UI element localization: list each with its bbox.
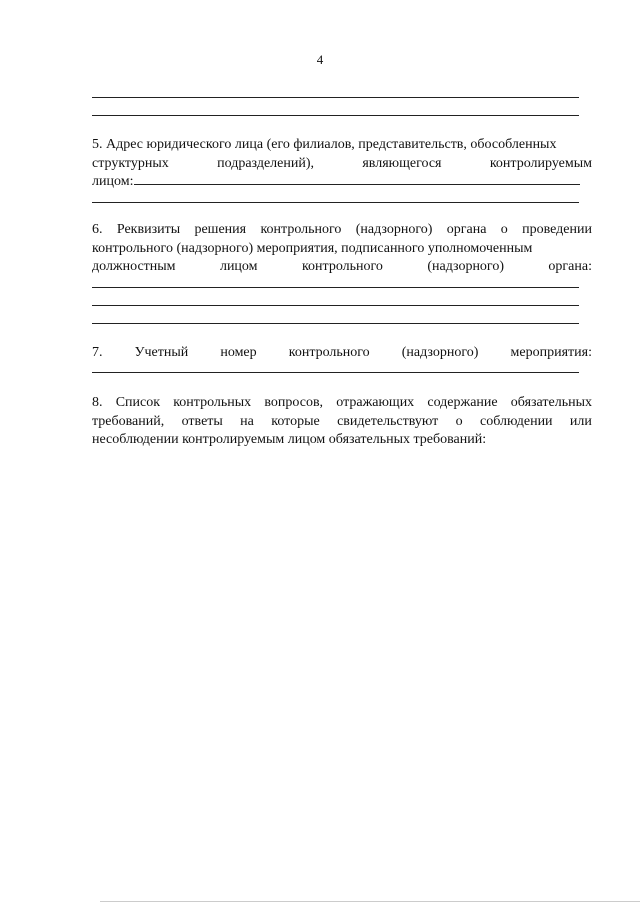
word: требований, <box>92 413 165 429</box>
word: соблюдении <box>480 413 553 429</box>
blank-line <box>92 305 579 306</box>
section-7-line-1 <box>92 344 592 363</box>
word: проведении <box>522 222 592 237</box>
word: органа: <box>548 259 592 274</box>
word: Учетный <box>134 345 189 360</box>
section-6-paragraph <box>92 221 592 277</box>
word: решения <box>194 222 247 237</box>
section-5-line-1: 5. Адрес юридического лица (его филиалов, представительств, обособленных <box>92 137 557 152</box>
word: подразделений), <box>217 155 315 171</box>
word: номер <box>220 345 257 360</box>
word: о <box>455 413 463 429</box>
word: содержание <box>427 395 498 410</box>
blank-line <box>92 115 579 116</box>
word: контрольного <box>288 345 370 360</box>
blank-line <box>92 202 579 203</box>
section-7-paragraph <box>92 344 592 363</box>
section-8-line-3: несоблюдении контролируемым лицом обязательных требований: <box>92 432 487 447</box>
section-5-paragraph <box>92 136 592 192</box>
word: должностным <box>92 259 176 274</box>
section-5-line-2 <box>92 155 592 174</box>
address-fill-line <box>134 184 580 185</box>
section-8-line-2 <box>92 413 592 432</box>
word: 7. <box>92 345 103 360</box>
word: обязательных <box>510 395 592 410</box>
word: которые <box>271 413 320 429</box>
word: структурных <box>92 155 169 171</box>
word: мероприятия: <box>510 345 592 360</box>
word: контролируемым <box>489 155 592 171</box>
word: контрольных <box>173 395 252 410</box>
word: (надзорного) <box>355 222 433 237</box>
section-6-line-3 <box>92 258 592 277</box>
word: Реквизиты <box>116 222 181 237</box>
word: ответы <box>181 413 223 429</box>
word: контрольного <box>301 259 383 274</box>
section-8-line-1 <box>92 394 592 413</box>
word: на <box>240 413 254 429</box>
blank-line <box>92 287 579 288</box>
word: лицом <box>219 259 258 274</box>
word: 8. <box>92 395 103 410</box>
word: свидетельствуют <box>337 413 439 429</box>
section-5-label-tail: лицом: <box>92 174 134 189</box>
page-number: 4 <box>316 52 324 67</box>
word: Список <box>115 395 161 410</box>
word: являющегося <box>362 155 442 171</box>
word: отражающих <box>336 395 415 410</box>
blank-line <box>92 97 579 98</box>
word: органа <box>446 222 487 237</box>
word: о <box>500 222 508 237</box>
word: (надзорного) <box>427 259 504 274</box>
word: (надзорного) <box>401 345 479 360</box>
word: контрольного <box>260 222 342 237</box>
blank-line <box>92 372 579 373</box>
word: или <box>569 413 592 429</box>
scan-bottom-edge <box>100 901 640 902</box>
blank-line <box>92 323 579 324</box>
section-5-line-3 <box>92 173 592 192</box>
word: 6. <box>92 222 103 237</box>
section-8-paragraph <box>92 394 592 450</box>
section-6-line-2: контрольного (надзорного) мероприятия, подписанного уполномоченным <box>92 240 533 256</box>
word: вопросов, <box>264 395 324 410</box>
section-6-line-1 <box>92 221 592 240</box>
